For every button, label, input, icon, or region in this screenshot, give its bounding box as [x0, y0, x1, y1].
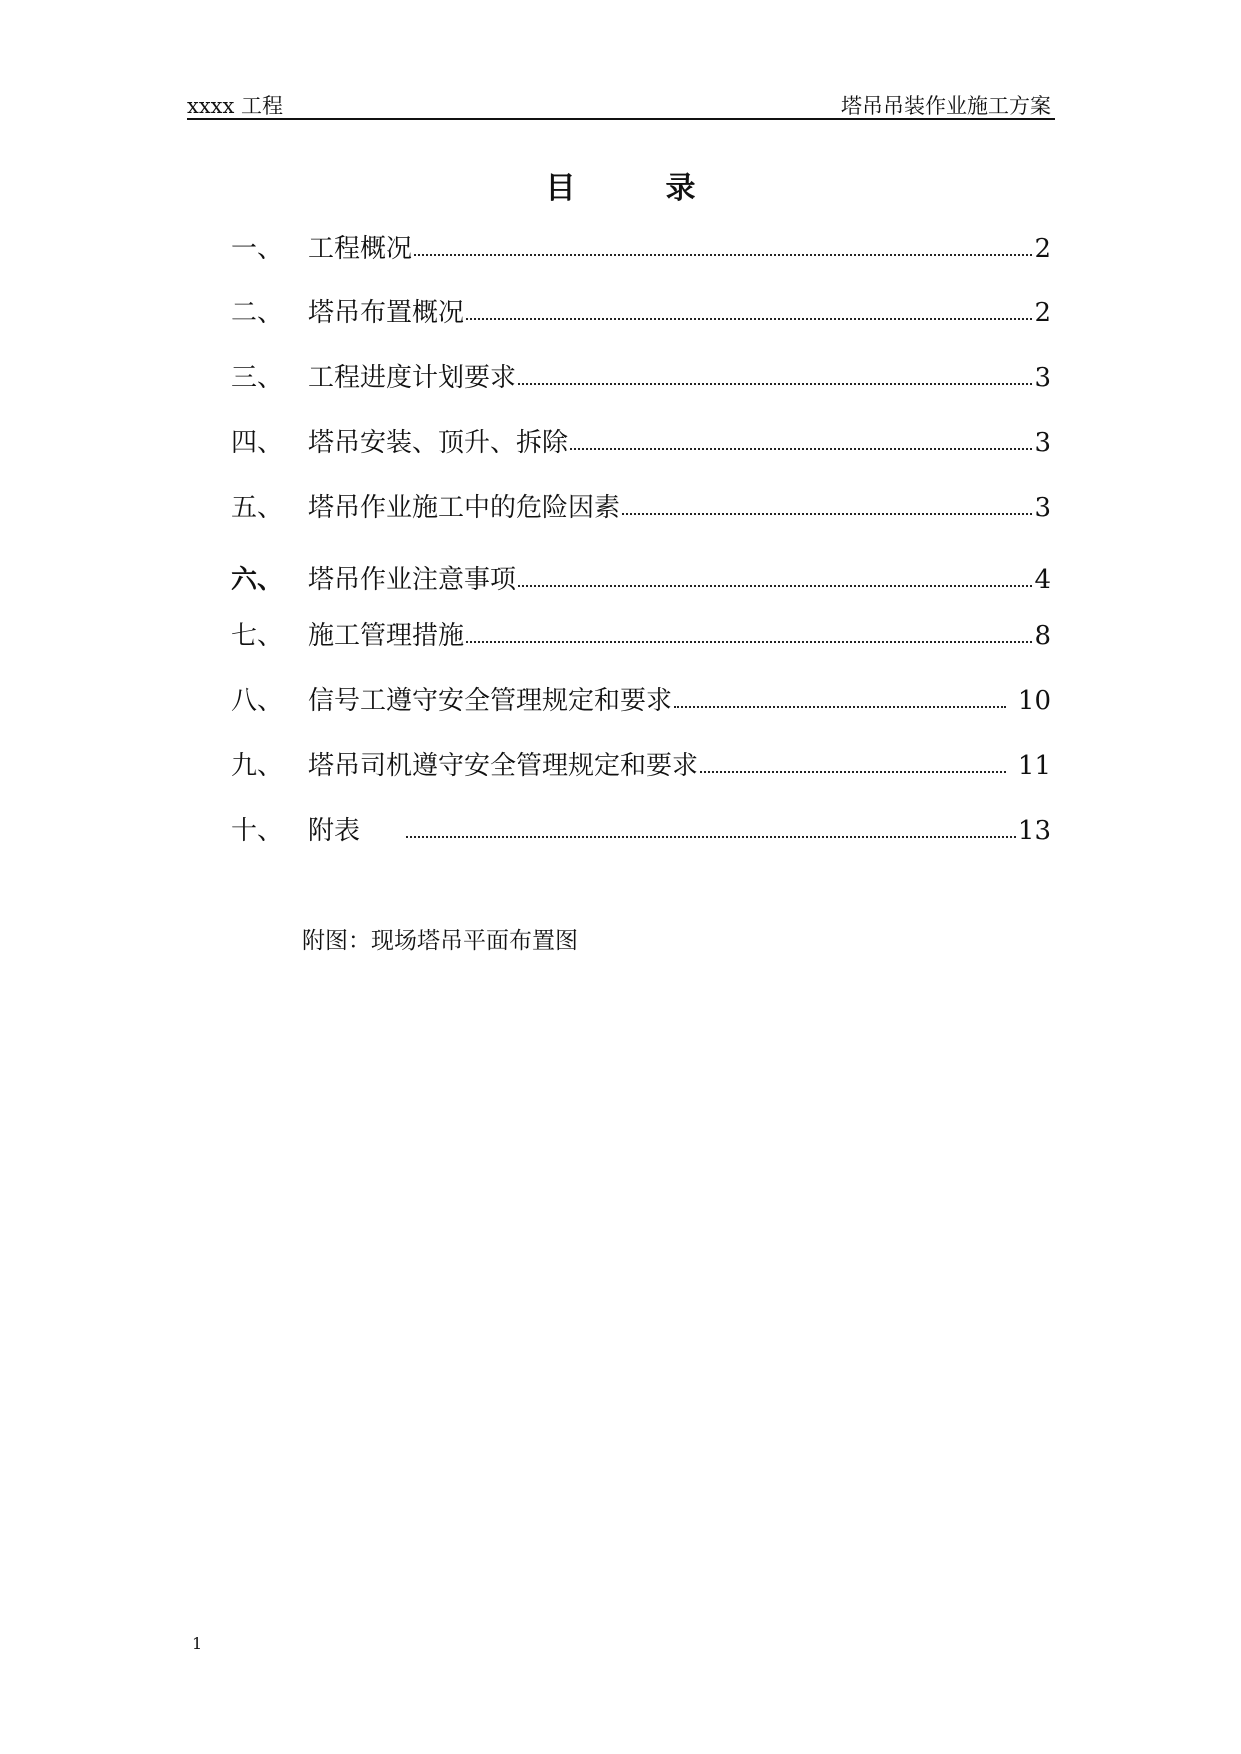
toc-item-number: 六、 — [231, 565, 284, 595]
toc-item-title: 附表 — [308, 816, 361, 846]
toc-item-number: 四、 — [231, 428, 284, 458]
toc-dot-leader — [570, 448, 1032, 450]
toc-item-number: 二、 — [231, 298, 284, 328]
header-document-title: 塔吊吊装作业施工方案 — [841, 94, 1051, 118]
toc-item-title: 塔吊司机遵守安全管理规定和要求 — [308, 751, 699, 781]
toc-item[interactable] — [231, 292, 1051, 328]
toc-title: 目录 — [545, 171, 786, 206]
toc-item-title: 塔吊布置概况 — [308, 298, 465, 328]
toc-item[interactable] — [231, 228, 1051, 264]
toc-item[interactable] — [231, 487, 1051, 523]
toc-item-title: 信号工遵守安全管理规定和要求 — [308, 686, 673, 716]
toc-dot-leader — [414, 254, 1032, 256]
toc-dot-leader — [466, 318, 1032, 320]
page-number: 1 — [192, 1634, 203, 1653]
toc-item-page: 3 — [1034, 428, 1051, 458]
toc-item-page: 2 — [1034, 234, 1051, 264]
toc-item[interactable] — [231, 810, 1051, 846]
toc-item-number: 九、 — [231, 751, 284, 781]
toc-item-title: 施工管理措施 — [308, 621, 465, 651]
toc-item-title: 塔吊安装、顶升、拆除 — [308, 428, 569, 458]
attachment-note: 附图：现场塔吊平面布置图 — [302, 928, 578, 954]
toc-item[interactable] — [231, 422, 1051, 458]
toc-item[interactable] — [231, 745, 1051, 781]
toc-item-page: 3 — [1034, 363, 1051, 393]
toc-item-number: 八、 — [231, 686, 284, 716]
toc-item-page: 13 — [1017, 816, 1051, 846]
header-project-name: xxxx 工程 — [187, 94, 284, 118]
toc-item-number: 十、 — [231, 816, 284, 846]
toc-item[interactable] — [231, 680, 1051, 716]
toc-item[interactable] — [231, 559, 1051, 595]
toc-item[interactable] — [231, 615, 1051, 651]
toc-dot-leader — [622, 513, 1032, 515]
toc-dot-leader — [518, 383, 1032, 385]
page-header — [187, 86, 1055, 120]
toc-item-number: 三、 — [231, 363, 284, 393]
toc-item-title: 工程概况 — [308, 234, 413, 264]
toc-item-title: 塔吊作业施工中的危险因素 — [308, 493, 621, 523]
toc-item-page: 2 — [1034, 298, 1051, 328]
toc-item-number: 一、 — [231, 234, 284, 264]
toc-item-number: 五、 — [231, 493, 284, 523]
toc-item[interactable] — [231, 357, 1051, 393]
toc-item-page: 3 — [1034, 493, 1051, 523]
toc-item-page: 11 — [1017, 751, 1051, 781]
toc-dot-leader — [674, 706, 1006, 708]
toc-item-title: 工程进度计划要求 — [308, 363, 517, 393]
toc-item-title: 塔吊作业注意事项 — [308, 565, 517, 595]
toc-item-page: 4 — [1034, 565, 1051, 595]
toc-dot-leader — [700, 771, 1006, 773]
toc-dot-leader — [406, 836, 1016, 838]
toc-item-page: 8 — [1034, 621, 1051, 651]
toc-item-number: 七、 — [231, 621, 284, 651]
toc-item-page: 10 — [1017, 686, 1051, 716]
toc-dot-leader — [466, 641, 1032, 643]
toc-dot-leader — [518, 585, 1032, 587]
